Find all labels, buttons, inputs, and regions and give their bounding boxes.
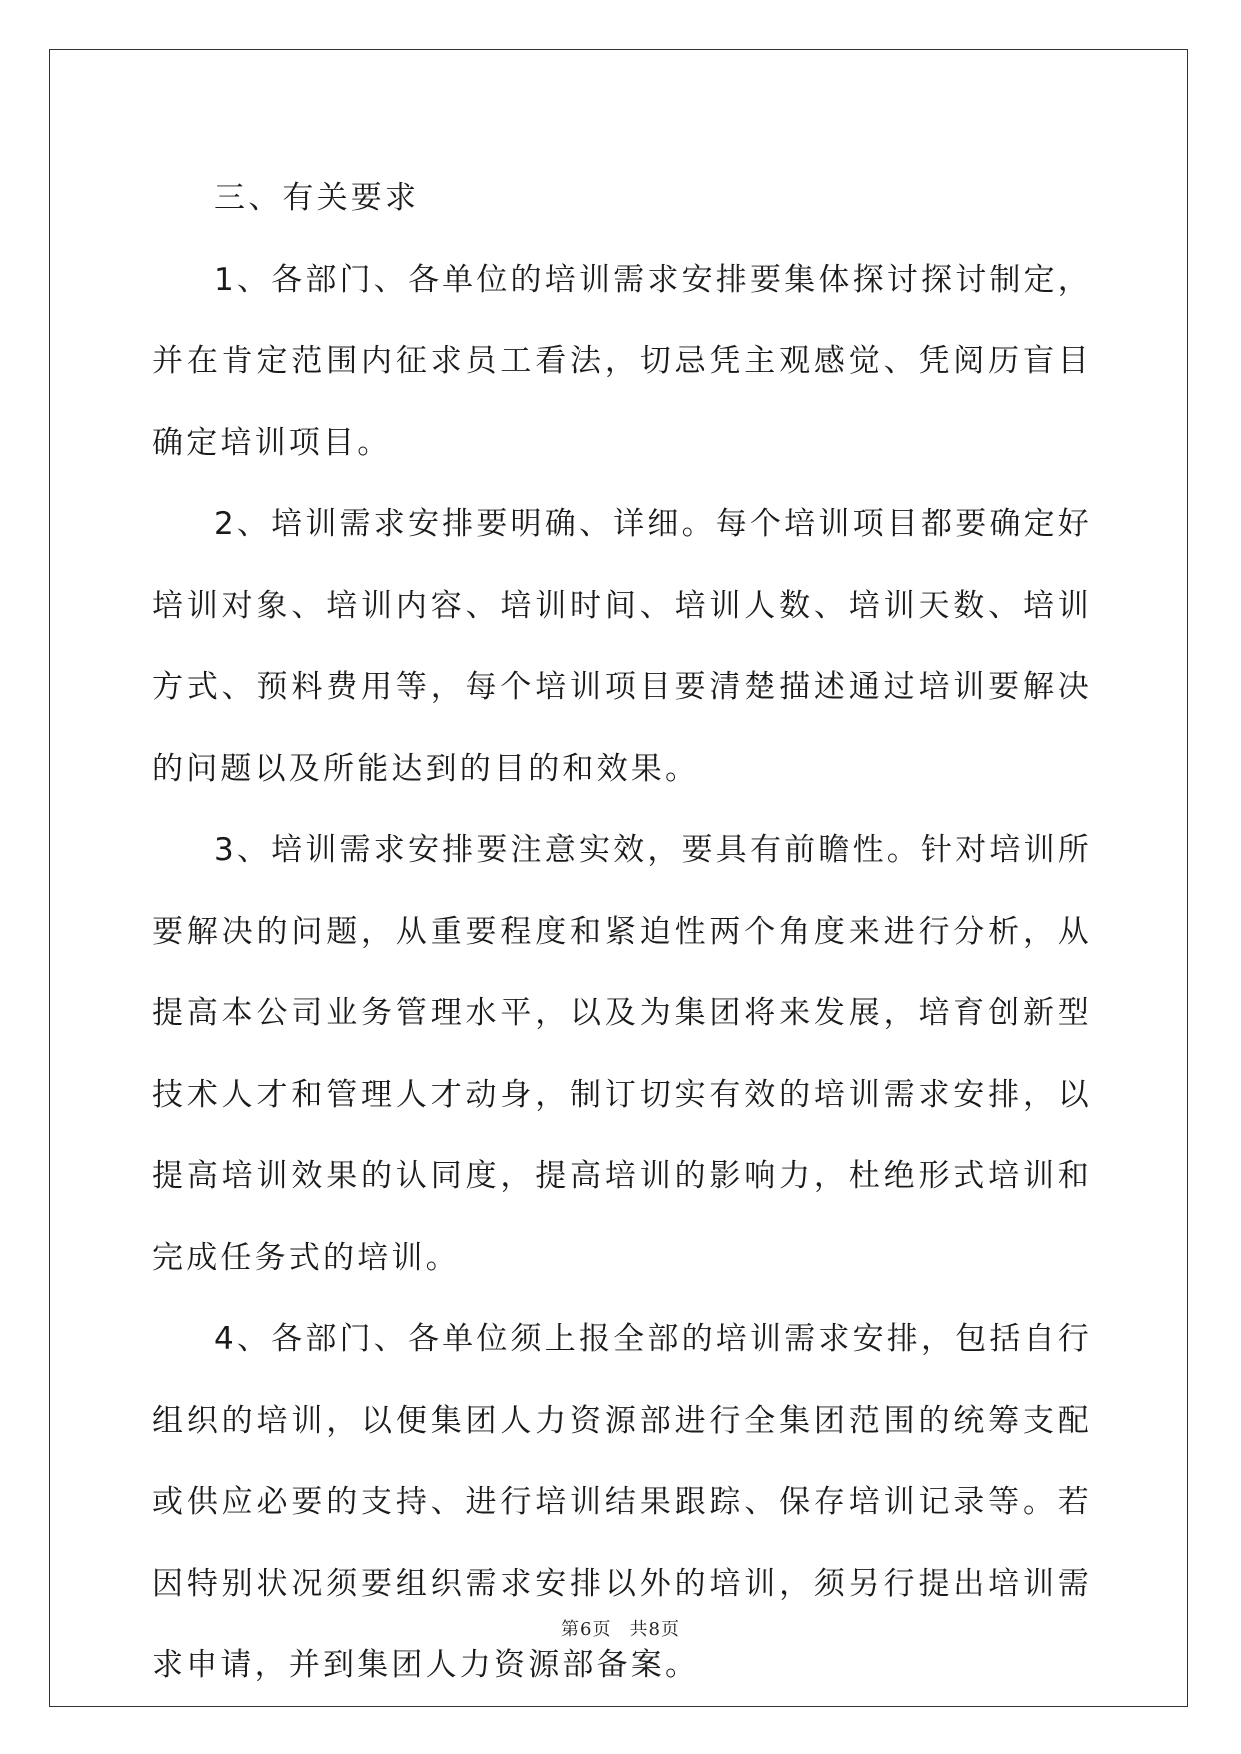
page-footer [0,1615,1241,1641]
paragraph-4: 4、各部门、各单位须上报全部的培训需求安排，包括自行组织的培训，以便集团人力资源部进行全集团范围的统筹支配或供应必要的支持、进行培训结果跟踪、保存培训记录等。若因特别状况须要组织需求安排以外的培训，须另行提出培训需求申请，并到集团人力资源部备案。 [152,1321,1092,1683]
paragraph-1: 1、各部门、各单位的培训需求安排要集体探讨探讨制定，并在肯定范围内征求员工看法，切忌凭主观感觉、凭阅历盲目确定培训项目。 [152,261,1092,461]
paragraph-3: 3、培训需求安排要注意实效，要具有前瞻性。针对培训所要解决的问题，从重要程度和紧迫性两个角度来进行分析，从提高本公司业务管理水平，以及为集团将来发展，培育创新型技术人才和管理人才动身，制订切实有效的培训需求安排，以提高培训效果的认同度，提高培训的影响力，杜绝形式培训和完成任务式的培训。 [152,832,1092,1276]
document-body [152,158,1092,1707]
current-page-number: 第6页 [561,1619,612,1640]
paragraph-2: 2、培训需求安排要明确、详细。每个培训项目都要确定好培训对象、培训内容、培训时间、培训人数、培训天数、培训方式、预料费用等，每个培训项目要清楚描述通过培训要解决的问题以及所能达到的目的和效果。 [152,506,1092,787]
section-heading: 三、有关要求 [214,180,420,216]
total-pages: 共8页 [629,1619,680,1640]
